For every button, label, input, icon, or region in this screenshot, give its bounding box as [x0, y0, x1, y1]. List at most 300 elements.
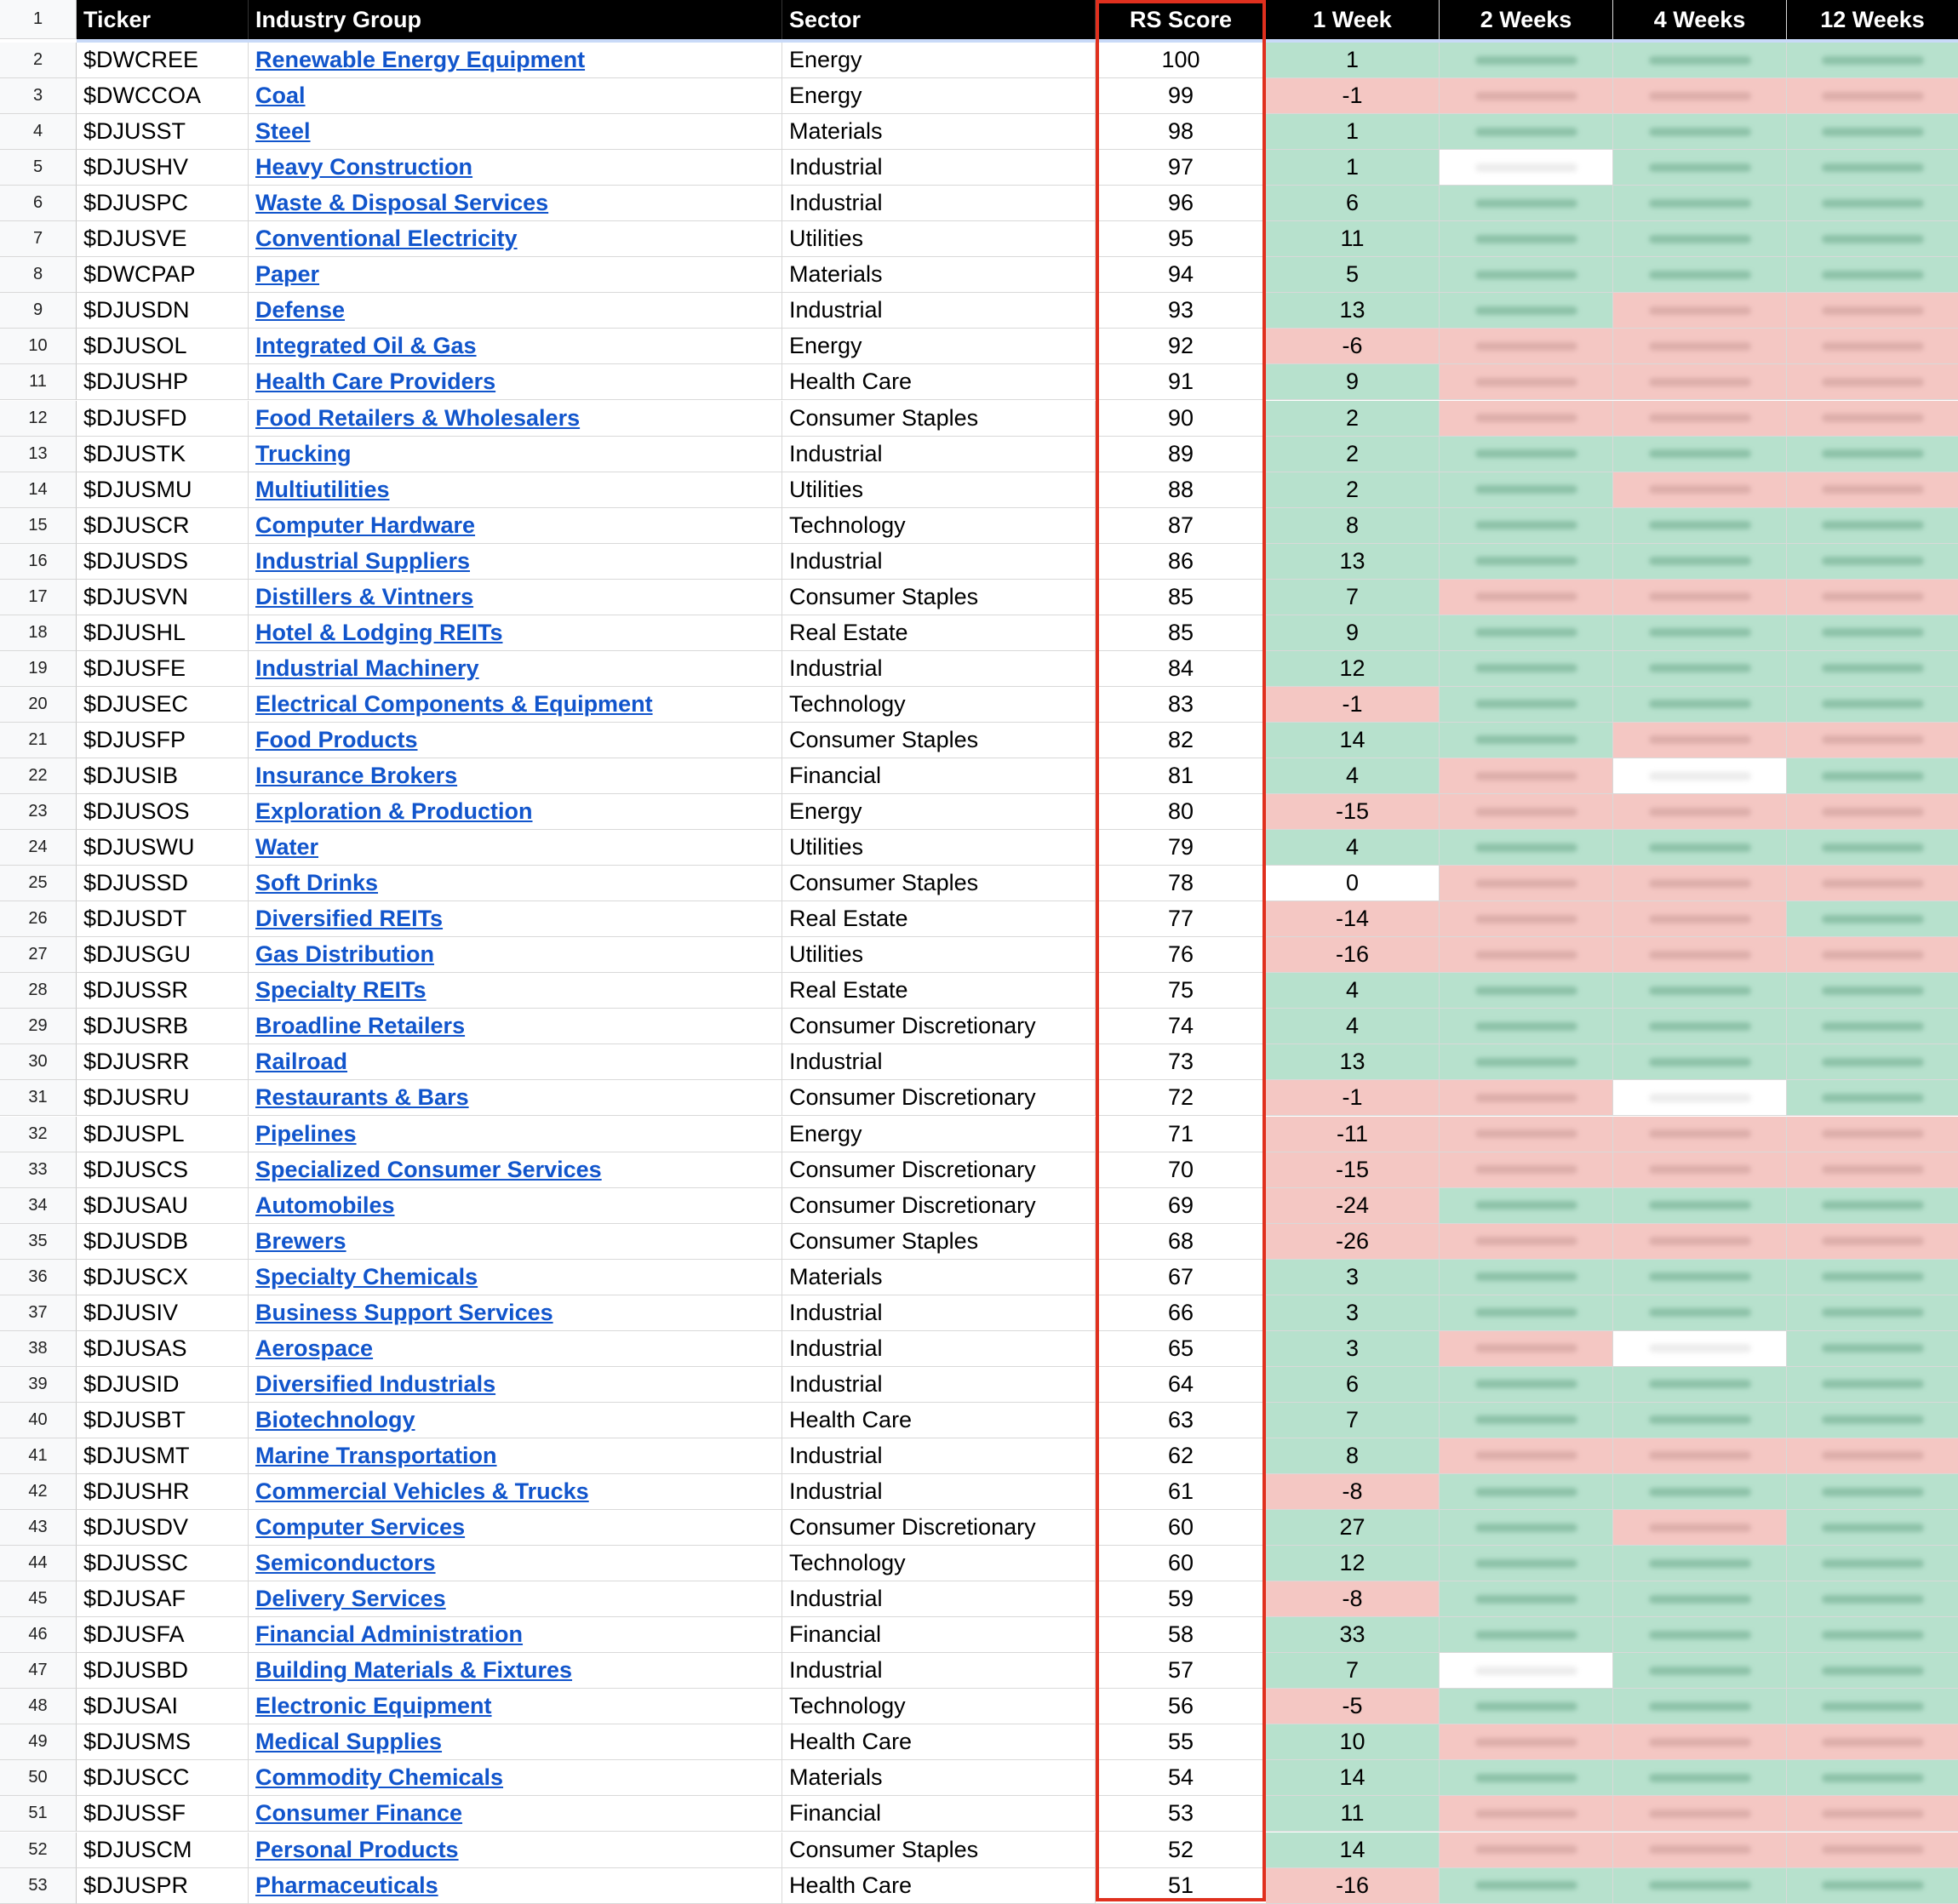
sector-cell[interactable]: Industrial — [782, 293, 1096, 329]
industry-group-cell[interactable] — [249, 937, 782, 973]
week-2-blurred-cell[interactable] — [1440, 758, 1613, 794]
header-sector[interactable]: Sector — [782, 0, 1096, 39]
industry-group-link[interactable]: Biotechnology — [255, 1406, 415, 1432]
week-1-change-cell[interactable]: 4 — [1266, 758, 1440, 794]
week-1-change-cell[interactable]: 3 — [1266, 1260, 1440, 1295]
week-2-blurred-cell[interactable] — [1440, 78, 1613, 114]
industry-group-link[interactable]: Industrial Suppliers — [255, 547, 471, 574]
industry-group-link[interactable]: Specialty Chemicals — [255, 1263, 478, 1289]
week-4-blurred-cell[interactable] — [1613, 1760, 1787, 1796]
row-number[interactable]: 22 — [0, 758, 77, 794]
industry-group-cell[interactable] — [249, 973, 782, 1009]
week-4-blurred-cell[interactable] — [1613, 830, 1787, 866]
sector-cell[interactable]: Financial — [782, 758, 1096, 794]
industry-group-link[interactable]: Coal — [255, 83, 306, 109]
sector-cell[interactable]: Health Care — [782, 1724, 1096, 1760]
rs-score-cell[interactable]: 93 — [1096, 293, 1266, 329]
industry-group-cell[interactable] — [249, 615, 782, 651]
industry-group-link[interactable]: Business Support Services — [255, 1299, 553, 1325]
week-12-blurred-cell[interactable] — [1787, 114, 1958, 150]
week-4-blurred-cell[interactable] — [1613, 794, 1787, 830]
week-1-change-cell[interactable]: -15 — [1266, 794, 1440, 830]
rs-score-cell[interactable]: 84 — [1096, 651, 1266, 687]
week-4-blurred-cell[interactable] — [1613, 1188, 1787, 1224]
row-number[interactable]: 2 — [0, 43, 77, 78]
week-12-blurred-cell[interactable] — [1787, 221, 1958, 257]
sector-cell[interactable]: Consumer Discretionary — [782, 1009, 1096, 1044]
industry-group-cell[interactable] — [249, 364, 782, 400]
industry-group-link[interactable]: Computer Hardware — [255, 512, 476, 538]
sector-cell[interactable]: Consumer Staples — [782, 1833, 1096, 1868]
ticker-cell[interactable]: $DJUSPR — [77, 1868, 249, 1904]
row-number[interactable]: 5 — [0, 150, 77, 186]
industry-group-link[interactable]: Diversified REITs — [255, 906, 444, 932]
week-2-blurred-cell[interactable] — [1440, 1152, 1613, 1188]
header-industry-group[interactable]: Industry Group — [249, 0, 782, 39]
week-4-blurred-cell[interactable] — [1613, 687, 1787, 723]
week-2-blurred-cell[interactable] — [1440, 580, 1613, 615]
week-2-blurred-cell[interactable] — [1440, 329, 1613, 364]
industry-group-link[interactable]: Food Retailers & Wholesalers — [255, 404, 581, 431]
week-1-change-cell[interactable]: 2 — [1266, 401, 1440, 437]
week-4-blurred-cell[interactable] — [1613, 472, 1787, 508]
week-12-blurred-cell[interactable] — [1787, 794, 1958, 830]
rs-score-cell[interactable]: 89 — [1096, 437, 1266, 472]
week-1-change-cell[interactable]: -24 — [1266, 1188, 1440, 1224]
ticker-cell[interactable]: $DJUSRB — [77, 1009, 249, 1044]
week-12-blurred-cell[interactable] — [1787, 1833, 1958, 1868]
ticker-cell[interactable]: $DJUSCC — [77, 1760, 249, 1796]
week-1-change-cell[interactable]: -1 — [1266, 1080, 1440, 1116]
ticker-cell[interactable]: $DJUSIB — [77, 758, 249, 794]
week-12-blurred-cell[interactable] — [1787, 1760, 1958, 1796]
week-4-blurred-cell[interactable] — [1613, 1224, 1787, 1260]
week-12-blurred-cell[interactable] — [1787, 1331, 1958, 1367]
ticker-cell[interactable]: $DJUSPL — [77, 1117, 249, 1152]
industry-group-link[interactable]: Specialty REITs — [255, 977, 427, 1003]
industry-group-link[interactable]: Aerospace — [255, 1335, 374, 1361]
industry-group-link[interactable]: Steel — [255, 118, 311, 145]
rs-score-cell[interactable]: 66 — [1096, 1295, 1266, 1331]
row-number[interactable]: 17 — [0, 580, 77, 615]
week-2-blurred-cell[interactable] — [1440, 364, 1613, 400]
row-number[interactable]: 34 — [0, 1188, 77, 1224]
row-number[interactable]: 32 — [0, 1117, 77, 1152]
ticker-cell[interactable]: $DJUSHL — [77, 615, 249, 651]
week-1-change-cell[interactable]: 3 — [1266, 1295, 1440, 1331]
ticker-cell[interactable]: $DJUSVE — [77, 221, 249, 257]
week-2-blurred-cell[interactable] — [1440, 257, 1613, 293]
industry-group-link[interactable]: Consumer Finance — [255, 1800, 463, 1827]
industry-group-link[interactable]: Pharmaceuticals — [255, 1872, 438, 1898]
week-12-blurred-cell[interactable] — [1787, 1080, 1958, 1116]
industry-group-cell[interactable] — [249, 830, 782, 866]
week-2-blurred-cell[interactable] — [1440, 1689, 1613, 1724]
row-number[interactable]: 11 — [0, 364, 77, 400]
rs-score-cell[interactable]: 87 — [1096, 508, 1266, 544]
week-1-change-cell[interactable]: 7 — [1266, 1403, 1440, 1438]
industry-group-cell[interactable] — [249, 186, 782, 221]
week-4-blurred-cell[interactable] — [1613, 1724, 1787, 1760]
row-number[interactable]: 18 — [0, 615, 77, 651]
week-4-blurred-cell[interactable] — [1613, 1403, 1787, 1438]
industry-group-cell[interactable] — [249, 221, 782, 257]
week-12-blurred-cell[interactable] — [1787, 651, 1958, 687]
sector-cell[interactable]: Industrial — [782, 1367, 1096, 1403]
week-12-blurred-cell[interactable] — [1787, 901, 1958, 937]
week-4-blurred-cell[interactable] — [1613, 1367, 1787, 1403]
row-number[interactable]: 26 — [0, 901, 77, 937]
sector-cell[interactable]: Consumer Staples — [782, 1224, 1096, 1260]
week-12-blurred-cell[interactable] — [1787, 364, 1958, 400]
week-12-blurred-cell[interactable] — [1787, 1260, 1958, 1295]
industry-group-link[interactable]: Pipelines — [255, 1120, 357, 1146]
week-4-blurred-cell[interactable] — [1613, 1117, 1787, 1152]
week-12-blurred-cell[interactable] — [1787, 1117, 1958, 1152]
industry-group-link[interactable]: Renewable Energy Equipment — [255, 47, 586, 73]
week-12-blurred-cell[interactable] — [1787, 1510, 1958, 1546]
ticker-cell[interactable]: $DJUSST — [77, 114, 249, 150]
industry-group-cell[interactable] — [249, 257, 782, 293]
header-ticker[interactable]: Ticker — [77, 0, 249, 39]
industry-group-link[interactable]: Distillers & Vintners — [255, 583, 474, 609]
industry-group-link[interactable]: Defense — [255, 297, 346, 323]
industry-group-cell[interactable] — [249, 508, 782, 544]
industry-group-link[interactable]: Railroad — [255, 1049, 348, 1075]
industry-group-cell[interactable] — [249, 1724, 782, 1760]
industry-group-link[interactable]: Gas Distribution — [255, 941, 435, 968]
ticker-cell[interactable]: $DJUSSD — [77, 866, 249, 901]
week-4-blurred-cell[interactable] — [1613, 1833, 1787, 1868]
week-4-blurred-cell[interactable] — [1613, 723, 1787, 758]
week-2-blurred-cell[interactable] — [1440, 1367, 1613, 1403]
industry-group-link[interactable]: Electrical Components & Equipment — [255, 690, 653, 717]
sector-cell[interactable]: Utilities — [782, 937, 1096, 973]
row-number[interactable]: 42 — [0, 1474, 77, 1510]
rs-score-cell[interactable]: 80 — [1096, 794, 1266, 830]
ticker-cell[interactable]: $DJUSCM — [77, 1833, 249, 1868]
ticker-cell[interactable]: $DJUSWU — [77, 830, 249, 866]
sector-cell[interactable]: Consumer Discretionary — [782, 1080, 1096, 1116]
week-4-blurred-cell[interactable] — [1613, 1868, 1787, 1904]
week-1-change-cell[interactable]: 1 — [1266, 43, 1440, 78]
industry-group-link[interactable]: Electronic Equipment — [255, 1693, 492, 1719]
ticker-cell[interactable]: $DJUSMS — [77, 1724, 249, 1760]
week-4-blurred-cell[interactable] — [1613, 1796, 1787, 1832]
week-4-blurred-cell[interactable] — [1613, 1510, 1787, 1546]
week-4-blurred-cell[interactable] — [1613, 1009, 1787, 1044]
rs-score-cell[interactable]: 96 — [1096, 186, 1266, 221]
sector-cell[interactable]: Materials — [782, 1260, 1096, 1295]
week-12-blurred-cell[interactable] — [1787, 973, 1958, 1009]
week-1-change-cell[interactable]: 8 — [1266, 508, 1440, 544]
rs-score-cell[interactable]: 88 — [1096, 472, 1266, 508]
week-2-blurred-cell[interactable] — [1440, 472, 1613, 508]
rs-score-cell[interactable]: 76 — [1096, 937, 1266, 973]
industry-group-cell[interactable] — [249, 114, 782, 150]
week-2-blurred-cell[interactable] — [1440, 651, 1613, 687]
week-4-blurred-cell[interactable] — [1613, 1044, 1787, 1080]
rs-score-cell[interactable]: 79 — [1096, 830, 1266, 866]
sector-cell[interactable]: Utilities — [782, 830, 1096, 866]
industry-group-link[interactable]: Integrated Oil & Gas — [255, 333, 477, 359]
week-12-blurred-cell[interactable] — [1787, 937, 1958, 973]
ticker-cell[interactable]: $DJUSPC — [77, 186, 249, 221]
header-2-weeks[interactable]: 2 Weeks — [1440, 0, 1613, 39]
ticker-cell[interactable]: $DJUSMT — [77, 1438, 249, 1474]
week-12-blurred-cell[interactable] — [1787, 472, 1958, 508]
row-number[interactable]: 19 — [0, 651, 77, 687]
week-2-blurred-cell[interactable] — [1440, 1833, 1613, 1868]
week-4-blurred-cell[interactable] — [1613, 615, 1787, 651]
sector-cell[interactable]: Technology — [782, 1689, 1096, 1724]
row-number[interactable]: 27 — [0, 937, 77, 973]
sector-cell[interactable]: Energy — [782, 794, 1096, 830]
week-12-blurred-cell[interactable] — [1787, 1868, 1958, 1904]
sector-cell[interactable]: Industrial — [782, 1295, 1096, 1331]
ticker-cell[interactable]: $DJUSGU — [77, 937, 249, 973]
week-2-blurred-cell[interactable] — [1440, 544, 1613, 580]
sector-cell[interactable]: Materials — [782, 114, 1096, 150]
ticker-cell[interactable]: $DJUSDV — [77, 1510, 249, 1546]
rs-score-cell[interactable]: 90 — [1096, 401, 1266, 437]
week-4-blurred-cell[interactable] — [1613, 544, 1787, 580]
week-1-change-cell[interactable]: 4 — [1266, 830, 1440, 866]
rs-score-cell[interactable]: 54 — [1096, 1760, 1266, 1796]
week-2-blurred-cell[interactable] — [1440, 1260, 1613, 1295]
ticker-cell[interactable]: $DJUSSR — [77, 973, 249, 1009]
week-4-blurred-cell[interactable] — [1613, 1689, 1787, 1724]
rs-score-cell[interactable]: 78 — [1096, 866, 1266, 901]
week-4-blurred-cell[interactable] — [1613, 1438, 1787, 1474]
row-number[interactable]: 12 — [0, 401, 77, 437]
industry-group-cell[interactable] — [249, 150, 782, 186]
ticker-cell[interactable]: $DJUSOS — [77, 794, 249, 830]
ticker-cell[interactable]: $DWCREE — [77, 43, 249, 78]
sector-cell[interactable]: Industrial — [782, 1044, 1096, 1080]
week-2-blurred-cell[interactable] — [1440, 1009, 1613, 1044]
week-12-blurred-cell[interactable] — [1787, 758, 1958, 794]
week-2-blurred-cell[interactable] — [1440, 901, 1613, 937]
rs-score-cell[interactable]: 99 — [1096, 78, 1266, 114]
rs-score-cell[interactable]: 63 — [1096, 1403, 1266, 1438]
industry-group-cell[interactable] — [249, 580, 782, 615]
week-1-change-cell[interactable]: 3 — [1266, 1331, 1440, 1367]
industry-group-cell[interactable] — [249, 866, 782, 901]
week-2-blurred-cell[interactable] — [1440, 866, 1613, 901]
ticker-cell[interactable]: $DJUSHV — [77, 150, 249, 186]
industry-group-cell[interactable] — [249, 1295, 782, 1331]
week-4-blurred-cell[interactable] — [1613, 78, 1787, 114]
week-12-blurred-cell[interactable] — [1787, 329, 1958, 364]
week-1-change-cell[interactable]: -6 — [1266, 329, 1440, 364]
week-2-blurred-cell[interactable] — [1440, 1617, 1613, 1653]
week-4-blurred-cell[interactable] — [1613, 937, 1787, 973]
week-12-blurred-cell[interactable] — [1787, 43, 1958, 78]
rs-score-cell[interactable]: 100 — [1096, 43, 1266, 78]
week-2-blurred-cell[interactable] — [1440, 1224, 1613, 1260]
sector-cell[interactable]: Industrial — [782, 1581, 1096, 1617]
rs-score-cell[interactable]: 82 — [1096, 723, 1266, 758]
row-number[interactable]: 39 — [0, 1367, 77, 1403]
week-4-blurred-cell[interactable] — [1613, 508, 1787, 544]
industry-group-cell[interactable] — [249, 651, 782, 687]
week-1-change-cell[interactable]: 4 — [1266, 973, 1440, 1009]
header-1-week[interactable]: 1 Week — [1266, 0, 1440, 39]
ticker-cell[interactable]: $DJUSRR — [77, 1044, 249, 1080]
row-number[interactable]: 23 — [0, 794, 77, 830]
week-4-blurred-cell[interactable] — [1613, 1617, 1787, 1653]
week-1-change-cell[interactable]: 6 — [1266, 186, 1440, 221]
sector-cell[interactable]: Industrial — [782, 1653, 1096, 1689]
rs-score-cell[interactable]: 53 — [1096, 1796, 1266, 1832]
sector-cell[interactable]: Technology — [782, 508, 1096, 544]
industry-group-link[interactable]: Broadline Retailers — [255, 1013, 466, 1039]
row-number[interactable]: 8 — [0, 257, 77, 293]
week-4-blurred-cell[interactable] — [1613, 1546, 1787, 1581]
industry-group-link[interactable]: Paper — [255, 261, 320, 288]
rs-score-cell[interactable]: 97 — [1096, 150, 1266, 186]
week-2-blurred-cell[interactable] — [1440, 1581, 1613, 1617]
week-12-blurred-cell[interactable] — [1787, 1796, 1958, 1832]
sector-cell[interactable]: Energy — [782, 329, 1096, 364]
ticker-cell[interactable]: $DJUSRU — [77, 1080, 249, 1116]
row-number[interactable]: 30 — [0, 1044, 77, 1080]
sector-cell[interactable]: Materials — [782, 257, 1096, 293]
week-2-blurred-cell[interactable] — [1440, 1044, 1613, 1080]
rs-score-cell[interactable]: 51 — [1096, 1868, 1266, 1904]
sector-cell[interactable]: Real Estate — [782, 901, 1096, 937]
row-number[interactable]: 9 — [0, 293, 77, 329]
industry-group-link[interactable]: Automobiles — [255, 1192, 395, 1218]
row-number[interactable]: 6 — [0, 186, 77, 221]
week-4-blurred-cell[interactable] — [1613, 293, 1787, 329]
week-1-change-cell[interactable]: 2 — [1266, 472, 1440, 508]
industry-group-cell[interactable] — [249, 1152, 782, 1188]
ticker-cell[interactable]: $DJUSCX — [77, 1260, 249, 1295]
row-number[interactable]: 24 — [0, 830, 77, 866]
week-2-blurred-cell[interactable] — [1440, 723, 1613, 758]
week-12-blurred-cell[interactable] — [1787, 1438, 1958, 1474]
week-12-blurred-cell[interactable] — [1787, 1009, 1958, 1044]
week-4-blurred-cell[interactable] — [1613, 401, 1787, 437]
industry-group-cell[interactable] — [249, 723, 782, 758]
sector-cell[interactable]: Utilities — [782, 221, 1096, 257]
industry-group-link[interactable]: Specialized Consumer Services — [255, 1156, 602, 1182]
ticker-cell[interactable]: $DJUSCS — [77, 1152, 249, 1188]
week-4-blurred-cell[interactable] — [1613, 150, 1787, 186]
row-number[interactable]: 33 — [0, 1152, 77, 1188]
week-2-blurred-cell[interactable] — [1440, 293, 1613, 329]
industry-group-link[interactable]: Exploration & Production — [255, 798, 533, 825]
sector-cell[interactable]: Real Estate — [782, 973, 1096, 1009]
week-1-change-cell[interactable]: 14 — [1266, 1760, 1440, 1796]
week-2-blurred-cell[interactable] — [1440, 1724, 1613, 1760]
rs-score-cell[interactable]: 69 — [1096, 1188, 1266, 1224]
rs-score-cell[interactable]: 59 — [1096, 1581, 1266, 1617]
row-number[interactable]: 40 — [0, 1403, 77, 1438]
industry-group-cell[interactable] — [249, 437, 782, 472]
ticker-cell[interactable]: $DJUSVN — [77, 580, 249, 615]
week-2-blurred-cell[interactable] — [1440, 1796, 1613, 1832]
industry-group-link[interactable]: Conventional Electricity — [255, 226, 518, 252]
sector-cell[interactable]: Industrial — [782, 186, 1096, 221]
ticker-cell[interactable]: $DJUSFD — [77, 401, 249, 437]
sector-cell[interactable]: Energy — [782, 1117, 1096, 1152]
ticker-cell[interactable]: $DJUSBD — [77, 1653, 249, 1689]
row-number[interactable]: 36 — [0, 1260, 77, 1295]
week-12-blurred-cell[interactable] — [1787, 78, 1958, 114]
industry-group-cell[interactable] — [249, 901, 782, 937]
row-number[interactable]: 10 — [0, 329, 77, 364]
row-number[interactable]: 31 — [0, 1080, 77, 1116]
industry-group-cell[interactable] — [249, 1117, 782, 1152]
week-12-blurred-cell[interactable] — [1787, 544, 1958, 580]
industry-group-link[interactable]: Health Care Providers — [255, 369, 496, 395]
industry-group-cell[interactable] — [249, 472, 782, 508]
sector-cell[interactable]: Industrial — [782, 1331, 1096, 1367]
ticker-cell[interactable]: $DJUSCR — [77, 508, 249, 544]
week-1-change-cell[interactable]: -15 — [1266, 1152, 1440, 1188]
rs-score-cell[interactable]: 81 — [1096, 758, 1266, 794]
industry-group-cell[interactable] — [249, 1260, 782, 1295]
ticker-cell[interactable]: $DJUSMU — [77, 472, 249, 508]
week-2-blurred-cell[interactable] — [1440, 1546, 1613, 1581]
rs-score-cell[interactable]: 70 — [1096, 1152, 1266, 1188]
industry-group-link[interactable]: Heavy Construction — [255, 154, 473, 180]
week-2-blurred-cell[interactable] — [1440, 973, 1613, 1009]
week-2-blurred-cell[interactable] — [1440, 687, 1613, 723]
week-1-change-cell[interactable]: 12 — [1266, 651, 1440, 687]
ticker-cell[interactable]: $DJUSIV — [77, 1295, 249, 1331]
industry-group-cell[interactable] — [249, 1224, 782, 1260]
week-1-change-cell[interactable]: 13 — [1266, 293, 1440, 329]
industry-group-cell[interactable] — [249, 1044, 782, 1080]
row-number[interactable]: 51 — [0, 1796, 77, 1832]
rs-score-cell[interactable]: 64 — [1096, 1367, 1266, 1403]
row-number[interactable]: 48 — [0, 1689, 77, 1724]
row-number[interactable]: 25 — [0, 866, 77, 901]
industry-group-link[interactable]: Insurance Brokers — [255, 763, 458, 789]
row-number[interactable]: 1 — [0, 0, 77, 39]
week-1-change-cell[interactable]: 7 — [1266, 1653, 1440, 1689]
industry-group-link[interactable]: Delivery Services — [255, 1586, 446, 1612]
week-1-change-cell[interactable]: 1 — [1266, 114, 1440, 150]
industry-group-cell[interactable] — [249, 43, 782, 78]
week-1-change-cell[interactable]: 13 — [1266, 544, 1440, 580]
industry-group-cell[interactable] — [249, 1868, 782, 1904]
week-2-blurred-cell[interactable] — [1440, 1438, 1613, 1474]
week-2-blurred-cell[interactable] — [1440, 830, 1613, 866]
sector-cell[interactable]: Consumer Discretionary — [782, 1188, 1096, 1224]
week-4-blurred-cell[interactable] — [1613, 1474, 1787, 1510]
week-1-change-cell[interactable]: 11 — [1266, 221, 1440, 257]
sector-cell[interactable]: Consumer Staples — [782, 723, 1096, 758]
week-1-change-cell[interactable]: -1 — [1266, 687, 1440, 723]
week-12-blurred-cell[interactable] — [1787, 1152, 1958, 1188]
industry-group-cell[interactable] — [249, 794, 782, 830]
industry-group-cell[interactable] — [249, 544, 782, 580]
week-12-blurred-cell[interactable] — [1787, 1403, 1958, 1438]
week-1-change-cell[interactable]: -8 — [1266, 1474, 1440, 1510]
week-2-blurred-cell[interactable] — [1440, 437, 1613, 472]
row-number[interactable]: 21 — [0, 723, 77, 758]
rs-score-cell[interactable]: 94 — [1096, 257, 1266, 293]
sector-cell[interactable]: Industrial — [782, 437, 1096, 472]
rs-score-cell[interactable]: 86 — [1096, 544, 1266, 580]
week-12-blurred-cell[interactable] — [1787, 1224, 1958, 1260]
week-4-blurred-cell[interactable] — [1613, 1653, 1787, 1689]
